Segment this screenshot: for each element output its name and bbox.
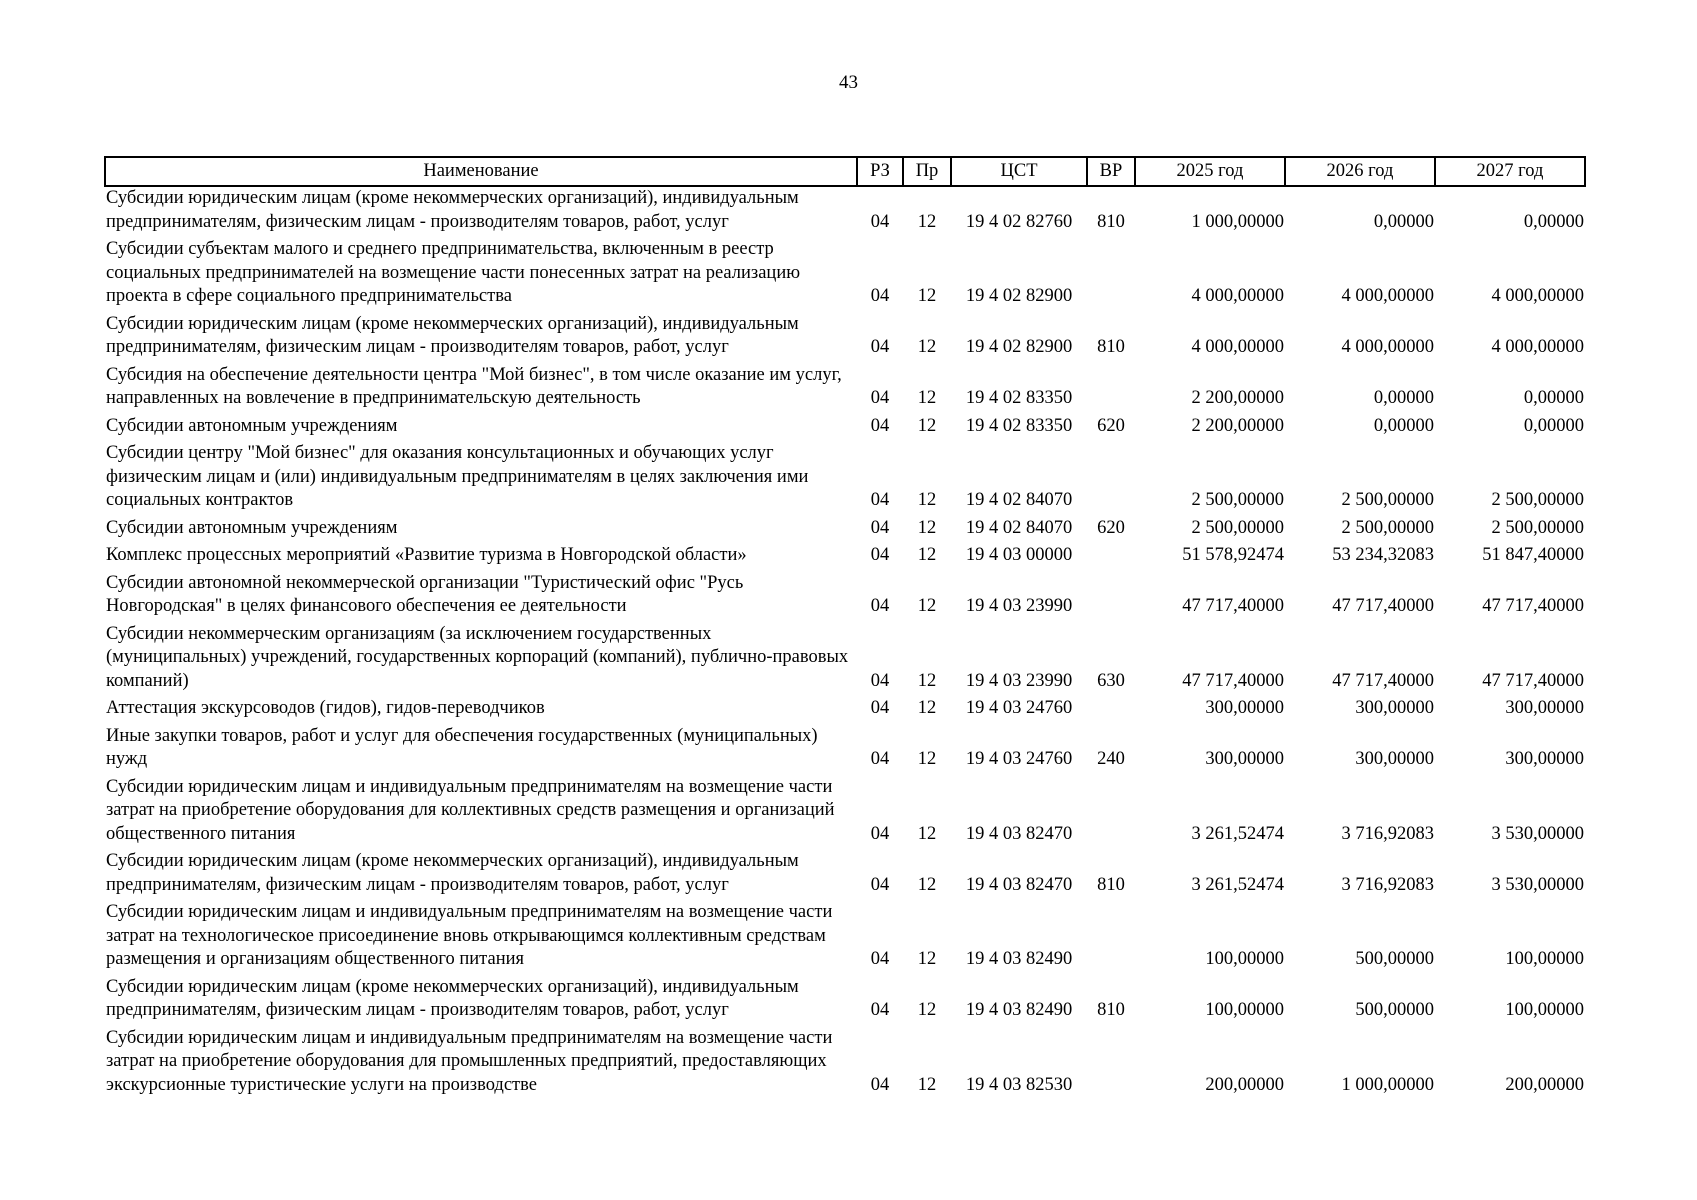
row-rz: 04 [870, 545, 890, 565]
row-cst: 19 4 03 82490 [965, 949, 1073, 969]
header-name: Наименование [105, 157, 857, 186]
row-value-2025: 3 261,52474 [1191, 823, 1284, 844]
row-cst: 19 4 03 82470 [965, 874, 1073, 895]
row-vr: 810 [1097, 874, 1125, 895]
row-value-2025: 51 578,92474 [1182, 545, 1284, 565]
table-header-row [105, 157, 1585, 186]
header-pr: Пр [903, 157, 951, 186]
row-value-2027: 51 847,40000 [1482, 545, 1584, 565]
row-pr: 12 [917, 286, 937, 306]
row-vr: 810 [1097, 337, 1125, 357]
row-cst: 19 4 03 82530 [965, 1074, 1073, 1095]
table-row [105, 234, 1585, 309]
row-rz: 04 [870, 949, 890, 969]
row-pr: 12 [917, 670, 937, 691]
row-pr: 12 [917, 490, 937, 510]
row-name: Субсидии некоммерческим организациям (за исключением государственных (муниципальных) учреждений, государственных корпораций (компаний), публично-правовых компаний) [106, 623, 849, 691]
row-pr: 12 [917, 949, 937, 969]
row-value-2025: 4 000,00000 [1191, 286, 1284, 306]
row-rz: 04 [870, 1074, 890, 1095]
row-value-2025: 1 000,00000 [1191, 211, 1284, 232]
row-vr: 620 [1097, 517, 1125, 538]
row-name: Субсидии автономным учреждениям [106, 415, 398, 436]
row-vr [1087, 540, 1135, 568]
row-value-2027: 3 530,00000 [1491, 874, 1584, 895]
row-value-2027: 47 717,40000 [1482, 670, 1584, 691]
row-name: Субсидии юридическим лицам и индивидуальным предпринимателям на возмещение части затрат на приобретение оборудования для промышленных предприятий, предоставляющих экскурсионные туристические услуги на производстве [106, 1027, 833, 1095]
row-value-2027: 2 500,00000 [1491, 517, 1584, 538]
table-row [105, 846, 1585, 897]
row-vr [1087, 772, 1135, 847]
row-pr: 12 [917, 749, 937, 769]
row-name: Субсидии субъектам малого и среднего предпринимательства, включенным в реестр социальных предпринимателей на возмещение части понесенных затрат на реализацию проекта в сфере социального предпринимательства [106, 239, 801, 306]
row-value-2025: 4 000,00000 [1191, 337, 1284, 357]
row-pr: 12 [917, 517, 937, 538]
row-value-2027: 300,00000 [1505, 698, 1584, 718]
row-value-2025: 100,00000 [1205, 949, 1284, 969]
row-rz: 04 [870, 286, 890, 306]
row-value-2027: 4 000,00000 [1491, 286, 1584, 306]
row-value-2025: 2 500,00000 [1191, 517, 1284, 538]
row-pr: 12 [917, 874, 937, 895]
row-vr [1087, 438, 1135, 513]
row-name: Субсидии автономным учреждениям [106, 517, 398, 538]
row-value-2026: 1 000,00000 [1341, 1074, 1434, 1095]
table-row [105, 721, 1585, 772]
row-value-2025: 47 717,40000 [1182, 596, 1284, 616]
row-value-2025: 47 717,40000 [1182, 670, 1284, 691]
row-vr [1087, 693, 1135, 721]
table-row [105, 411, 1585, 439]
row-value-2027: 47 717,40000 [1482, 596, 1584, 616]
row-pr: 12 [917, 211, 937, 232]
row-pr: 12 [917, 415, 937, 436]
table-row [105, 897, 1585, 972]
row-pr: 12 [917, 388, 937, 408]
row-rz: 04 [870, 490, 890, 510]
row-name: Субсидии юридическим лицам (кроме некоммерческих организаций), индивидуальным предпринимателям, физическим лицам - производителям товаров, работ, услуг [106, 976, 799, 1020]
row-value-2026: 300,00000 [1355, 749, 1434, 769]
row-cst: 19 4 02 82760 [965, 211, 1073, 232]
row-value-2026: 2 500,00000 [1341, 517, 1434, 538]
table-row [105, 186, 1585, 234]
row-vr [1087, 234, 1135, 309]
row-cst: 19 4 03 82490 [965, 1000, 1073, 1020]
table-row [105, 513, 1585, 541]
row-name: Аттестация экскурсоводов (гидов), гидов-переводчиков [106, 698, 545, 718]
row-value-2026: 300,00000 [1355, 698, 1434, 718]
row-vr: 810 [1097, 211, 1125, 232]
row-value-2027: 100,00000 [1505, 1000, 1584, 1020]
row-name: Субсидии юридическим лицам и индивидуальным предпринимателям на возмещение части затрат на приобретение оборудования для коллективных средств размещения и организаций общественного питания [106, 776, 835, 844]
table-row [105, 360, 1585, 411]
row-value-2025: 2 200,00000 [1191, 415, 1284, 436]
header-2026: 2026 год [1285, 157, 1435, 186]
row-rz: 04 [870, 596, 890, 616]
row-pr: 12 [917, 337, 937, 357]
row-name: Субсидии юридическим лицам (кроме некоммерческих организаций), индивидуальным предпринимателям, физическим лицам - производителям товаров, работ, услуг [106, 313, 799, 357]
row-value-2026: 0,00000 [1373, 388, 1434, 408]
row-rz: 04 [870, 517, 890, 538]
row-value-2027: 2 500,00000 [1491, 490, 1584, 510]
row-name: Субсидии центру "Мой бизнес" для оказания консультационных и обучающих услуг физическим лицам и (или) индивидуальным предпринимателям в целях заключения ими социальных контрактов [106, 443, 809, 510]
row-name: Субсидии автономной некоммерческой организации "Туристический офис "Русь Новгородская" в целях финансового обеспечения ее деятельности [106, 572, 744, 616]
row-pr: 12 [917, 823, 937, 844]
row-pr: 12 [917, 698, 937, 718]
row-rz: 04 [870, 415, 890, 436]
row-cst: 19 4 02 82900 [965, 286, 1073, 306]
row-rz: 04 [870, 749, 890, 769]
table-body [105, 186, 1585, 1097]
row-value-2026: 47 717,40000 [1332, 670, 1434, 691]
table-row [105, 1023, 1585, 1098]
row-value-2026: 3 716,92083 [1341, 823, 1434, 844]
row-value-2025: 300,00000 [1205, 749, 1284, 769]
row-value-2025: 300,00000 [1205, 698, 1284, 718]
row-value-2027: 0,00000 [1523, 211, 1584, 232]
row-value-2027: 0,00000 [1523, 388, 1584, 408]
header-2027: 2027 год [1435, 157, 1585, 186]
row-value-2026: 4 000,00000 [1341, 337, 1434, 357]
row-value-2027: 4 000,00000 [1491, 337, 1584, 357]
table-row [105, 693, 1585, 721]
row-rz: 04 [870, 823, 890, 844]
row-cst: 19 4 02 83350 [965, 388, 1073, 408]
header-vr: ВР [1087, 157, 1135, 186]
row-pr: 12 [917, 596, 937, 616]
row-name: Субсидии юридическим лицам (кроме некоммерческих организаций), индивидуальным предпринимателям, физическим лицам - производителям товаров, работ, услуг [106, 851, 799, 895]
row-pr: 12 [917, 1074, 937, 1095]
row-value-2026: 0,00000 [1373, 211, 1434, 232]
row-name: Субсидии юридическим лицам и индивидуальным предпринимателям на возмещение части затрат на технологическое присоединение вновь открывающимся коллективным средствам размещения и организациям общественного питания [106, 902, 833, 969]
page-number: 43 [839, 72, 858, 93]
row-value-2026: 0,00000 [1373, 415, 1434, 436]
budget-table [104, 156, 1586, 1097]
row-rz: 04 [870, 388, 890, 408]
row-vr [1087, 1023, 1135, 1098]
row-vr: 620 [1097, 415, 1125, 436]
row-pr: 12 [917, 1000, 937, 1020]
row-value-2026: 47 717,40000 [1332, 596, 1434, 616]
row-value-2027: 300,00000 [1505, 749, 1584, 769]
table-row [105, 540, 1585, 568]
header-2025: 2025 год [1135, 157, 1285, 186]
row-value-2027: 200,00000 [1505, 1074, 1584, 1095]
table-row [105, 972, 1585, 1023]
row-cst: 19 4 03 23990 [965, 596, 1073, 616]
row-vr [1087, 360, 1135, 411]
row-name: Иные закупки товаров, работ и услуг для обеспечения государственных (муниципальных) нужд [106, 725, 818, 769]
row-pr: 12 [917, 545, 937, 565]
table-row [105, 438, 1585, 513]
row-vr: 240 [1097, 749, 1125, 769]
row-value-2027: 0,00000 [1523, 415, 1584, 436]
row-value-2027: 3 530,00000 [1491, 823, 1584, 844]
row-rz: 04 [870, 698, 890, 718]
row-vr: 810 [1097, 1000, 1125, 1020]
row-rz: 04 [870, 1000, 890, 1020]
budget-table-container [104, 156, 1584, 1097]
row-value-2026: 4 000,00000 [1341, 286, 1434, 306]
header-cst: ЦСТ [951, 157, 1087, 186]
row-rz: 04 [870, 874, 890, 895]
row-cst: 19 4 03 23990 [965, 670, 1073, 691]
row-name: Субсидии юридическим лицам (кроме некоммерческих организаций), индивидуальным предпринимателям, физическим лицам - производителям товаров, работ, услуг [106, 188, 799, 232]
row-value-2025: 3 261,52474 [1191, 874, 1284, 895]
row-value-2026: 3 716,92083 [1341, 874, 1434, 895]
row-rz: 04 [870, 337, 890, 357]
row-cst: 19 4 03 82470 [965, 823, 1073, 844]
row-cst: 19 4 02 82900 [965, 337, 1073, 357]
row-name: Комплекс процессных мероприятий «Развитие туризма в Новгородской области» [106, 545, 747, 565]
row-vr: 630 [1097, 670, 1125, 691]
row-cst: 19 4 02 83350 [965, 415, 1073, 436]
row-value-2025: 2 500,00000 [1191, 490, 1284, 510]
row-name: Субсидия на обеспечение деятельности центра "Мой бизнес", в том числе оказание им услуг, направленных на вовлечение в предпринимательскую деятельность [106, 364, 842, 408]
row-vr [1087, 897, 1135, 972]
table-row [105, 309, 1585, 360]
row-cst: 19 4 03 24760 [965, 749, 1073, 769]
row-rz: 04 [870, 211, 890, 232]
row-rz: 04 [870, 670, 890, 691]
row-value-2026: 2 500,00000 [1341, 490, 1434, 510]
row-value-2025: 2 200,00000 [1191, 388, 1284, 408]
row-cst: 19 4 03 24760 [965, 698, 1073, 718]
row-value-2027: 100,00000 [1505, 949, 1584, 969]
header-rz: РЗ [857, 157, 903, 186]
table-row [105, 619, 1585, 694]
row-value-2026: 53 234,32083 [1332, 545, 1434, 565]
row-vr [1087, 568, 1135, 619]
row-value-2025: 200,00000 [1205, 1074, 1284, 1095]
row-value-2025: 100,00000 [1205, 1000, 1284, 1020]
row-cst: 19 4 03 00000 [965, 545, 1073, 565]
row-cst: 19 4 02 84070 [965, 490, 1073, 510]
table-row [105, 772, 1585, 847]
row-value-2026: 500,00000 [1355, 949, 1434, 969]
row-value-2026: 500,00000 [1355, 1000, 1434, 1020]
table-row [105, 568, 1585, 619]
row-cst: 19 4 02 84070 [965, 517, 1073, 538]
